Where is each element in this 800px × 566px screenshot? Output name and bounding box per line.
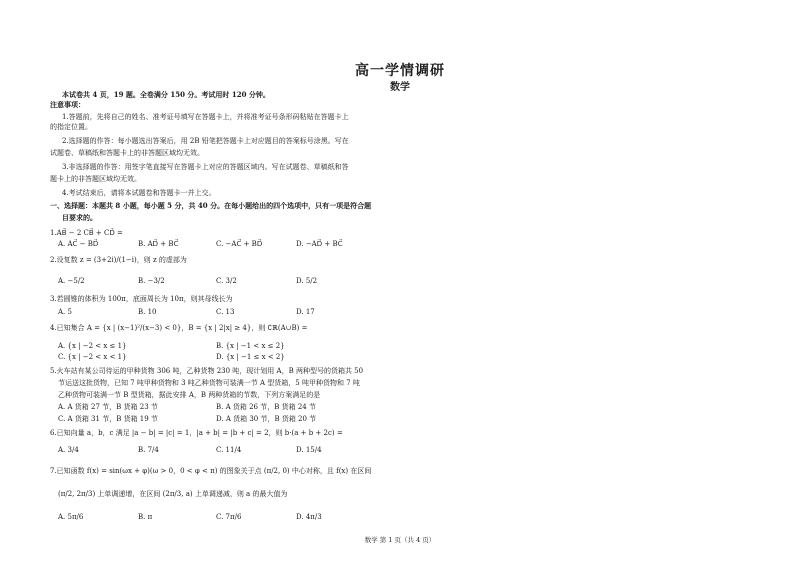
option-c: C. −AC⃗ + BD⃗ (216, 240, 263, 248)
option-a: A. 5 (58, 308, 72, 316)
notice-line: 2.选择题的作答：每小题选出答案后，用 2B 铅笔把答题卡上对应题目的答案标号涂黑。写在 (62, 137, 349, 145)
option-b: B. π (138, 513, 153, 521)
notice-heading: 注意事项： (50, 100, 85, 109)
option-c: C. 7π/6 (216, 513, 242, 521)
notice-line: 试题卷、草稿纸和答题卡上的非答题区域均无效。 (50, 149, 204, 157)
option-b: B. {x | −1 < x ≤ 2} (216, 342, 285, 350)
option-b: B. 7/4 (138, 446, 159, 454)
question-stem: 1.AB⃗ − 2 CB⃗ + CD⃗ = (50, 229, 123, 237)
notice-line: 1.答题前，先将自己的姓名、准考证号填写在答题卡上，并将准考证号条形码粘贴在答题卡上 (62, 113, 349, 121)
option-d: D. 17 (296, 308, 315, 316)
question-stem: 3.若圆锥的体积为 100π，底面周长为 10π，则其母线长为 (50, 295, 233, 303)
notice-line: 3.非选择题的作答：用签字笔直接写在答题卡上对应的答题区域内。写在试题卷、草稿纸和答 (62, 163, 349, 171)
notice-line: 的指定位置。 (50, 123, 92, 131)
option-c: C. A 货箱 31 节，B 货箱 19 节 (58, 415, 158, 423)
section-heading: 一、选择题：本题共 8 小题，每小题 5 分，共 40 分。在每小题给出的四个选项中，只有一项是符合题 (50, 201, 372, 210)
page-title: 高一学情调研 (355, 63, 445, 79)
notice-line: 4.考试结束后，请将本试题卷和答题卡一并上交。 (62, 189, 216, 197)
exam-info: 本试卷共 4 页，19 题。全卷满分 150 分。考试用时 120 分钟。 (62, 90, 270, 99)
option-a: A. 5π/6 (58, 513, 84, 521)
question-stem: 7.已知函数 f(x) = sin(ωx + φ)(ω > 0，0 < φ < π) 的图象关于点 (π/2, 0) 中心对称，且 f(x) 在区间 (50, 467, 372, 475)
option-d: D. −AD⃗ + BC⃗ (296, 240, 343, 248)
option-d: D. A 货箱 30 节，B 货箱 20 节 (216, 415, 317, 423)
option-c: C. {x | −2 < x < 1} (58, 353, 127, 361)
question-stem: 4.已知集合 A = {x | (x−1)²/(x−3) < 0}，B = {x | 2|x| ≥ 4}，则 ∁ℝ(A∪B) = (50, 324, 308, 332)
option-b: B. AD⃗ + BC⃗ (138, 240, 179, 248)
question-stem: 6.已知向量 a，b，c 满足 |a − b| = |c| = 1，|a + b| = |b + c| = 2，则 b·(a + b + 2c) = (50, 429, 343, 437)
option-c: C. 13 (216, 308, 235, 316)
section-heading-cont: 目要求的。 (62, 213, 97, 222)
question-stem: 2.设复数 z = (3+2i)/(1−i)，则 z 的虚部为 (50, 256, 187, 264)
option-b: B. −3/2 (138, 277, 165, 285)
option-a: A. 3/4 (58, 446, 79, 454)
option-a: A. A 货箱 27 节，B 货箱 23 节 (58, 403, 158, 411)
option-c: C. 3/2 (216, 277, 237, 285)
subject-title: 数学 (390, 82, 410, 93)
page-footer: 数学 第 1 页（共 4 页） (364, 536, 436, 544)
option-d: D. 15/4 (296, 446, 322, 454)
option-a: A. {x | −2 < x ≤ 1} (58, 342, 127, 350)
option-d: D. 5/2 (296, 277, 318, 285)
option-a: A. −5/2 (58, 277, 85, 285)
question-stem-cont: 乙种货物可装满一节 B 型货箱，据此安排 A，B 两种货箱的节数，下列方案满足的是 (58, 391, 321, 399)
option-b: B. 10 (138, 308, 157, 316)
option-b: B. A 货箱 26 节，B 货箱 24 节 (216, 403, 316, 411)
option-c: C. 11/4 (216, 446, 242, 454)
question-stem: 5.火车站有某公司待运的甲种货物 306 吨，乙种货物 230 吨，现计划用 A，B 两种型号的货箱共 50 (50, 367, 364, 375)
option-d: D. {x | −1 ≤ x < 2} (216, 353, 285, 361)
question-stem-cont: 节运送这批货物，已知 7 吨甲种货物和 3 吨乙种货物可装满一节 A 型货箱，5 吨甲种货物和 7 吨 (58, 379, 360, 387)
notice-line: 题卡上的非答题区域均无效。 (50, 175, 141, 183)
option-d: D. 4π/3 (296, 513, 322, 521)
question-stem-cont: (π/2, 2π/3) 上单调递增，在区间 (2π/3, a) 上单调递减，则 a 的最大值为 (58, 490, 288, 498)
option-a: A. AC⃗ − BD⃗ (58, 240, 99, 248)
